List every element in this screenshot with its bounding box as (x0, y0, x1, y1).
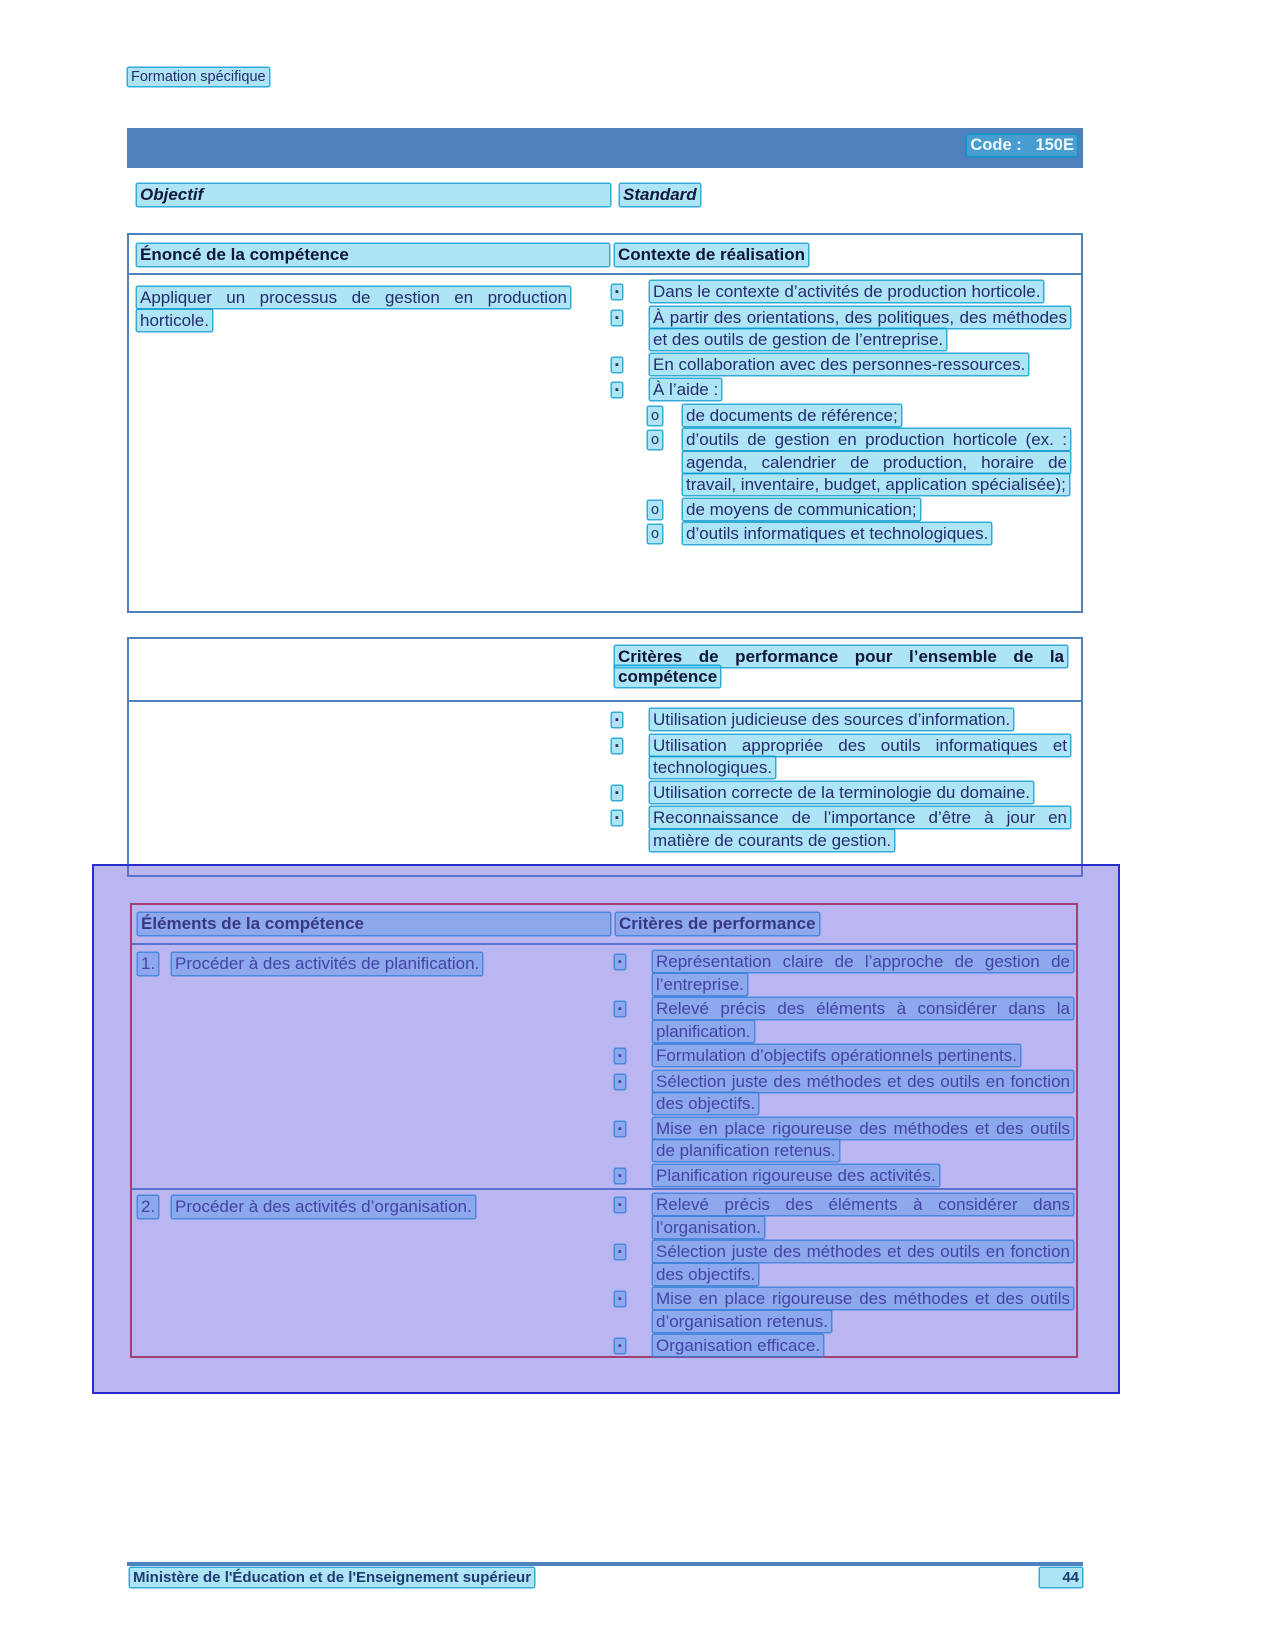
criteria-item-text: Mise en place rigoureuse des méthodes et des outils d’organisation retenus. (653, 1288, 1073, 1332)
criteres-ensemble-header: Critères de performance pour l’ensemble de la compétence (615, 646, 1067, 687)
bullet-cell (612, 807, 650, 852)
bullet-cell (612, 307, 650, 352)
criteria-item-text: Relevé précis des éléments à considérer dans l’organisation. (653, 1194, 1073, 1238)
criteria-item-text-block (653, 1045, 1073, 1069)
bullet-cell (615, 1165, 653, 1189)
elements-competence-header: Éléments de la compétence (138, 913, 610, 935)
criteria-item-text-block (653, 1071, 1073, 1116)
bullet-icon: ▪ (612, 285, 622, 299)
context-item-text-block (683, 499, 1070, 522)
criteria-item-text: Représentation claire de l’approche de gestion de l’entreprise. (653, 951, 1073, 995)
bullet-cell (615, 1288, 653, 1333)
bullet-cell (648, 523, 683, 546)
performance-item-text: Utilisation correcte de la terminologie du domaine. (650, 782, 1033, 803)
context-item-text: d’outils de gestion en production horticole (ex. : agenda, calendrier de production, horaire de travail, inventaire, budget, application spécialisée); (683, 429, 1070, 495)
criteria-list-item (615, 1241, 1073, 1286)
performance-list-item (612, 807, 1070, 852)
criteria-list-item (615, 1194, 1073, 1239)
context-list-item (612, 354, 1070, 378)
bullet-icon: ▪ (612, 311, 622, 325)
bullet-icon: ▪ (615, 1049, 625, 1063)
context-item-text: de moyens de communication; (683, 499, 920, 520)
performance-list-item (612, 782, 1070, 806)
performance-item-text-block (650, 735, 1070, 780)
criteria-list-item (615, 1071, 1073, 1116)
context-item-text-block (650, 307, 1070, 352)
bullet-cell (612, 709, 650, 733)
performance-item-text-block (650, 807, 1070, 852)
footer-rule (127, 1562, 1083, 1566)
context-item-text: À l’aide : (650, 379, 721, 400)
footer-ministry-label: Ministère de l'Éducation et de l'Enseignement supérieur (130, 1568, 534, 1587)
performance-item-text: Utilisation judicieuse des sources d’information. (650, 709, 1013, 730)
bullet-cell (612, 782, 650, 806)
criteria-item-text-block (653, 1335, 1073, 1359)
criteria-item-text-block (653, 951, 1073, 996)
enonce-competence-header: Énoncé de la compétence (137, 244, 609, 266)
competence-table-header-row (129, 235, 1081, 275)
bullet-icon: ▪ (615, 1075, 625, 1089)
bullet-cell (612, 379, 650, 403)
criteria-item-text-block (653, 1118, 1073, 1163)
bullet-icon: o (648, 525, 662, 543)
bullet-cell (648, 499, 683, 522)
element-2-label: Procéder à des activités d’organisation. (172, 1196, 475, 1218)
context-item-text-block (683, 405, 1070, 428)
criteria-item-text-block (653, 1165, 1073, 1189)
criteria-list-item (615, 1045, 1073, 1069)
performance-item-text-block (650, 709, 1070, 733)
elements-table (130, 903, 1078, 1358)
element-1-label: Procéder à des activités de planification. (172, 953, 482, 975)
bullet-cell (615, 1071, 653, 1116)
bullet-icon: ▪ (612, 786, 622, 800)
context-item-text-block (650, 379, 1070, 403)
criteria-list-item (615, 998, 1073, 1043)
context-list-item (612, 307, 1070, 352)
bullet-icon: ▪ (612, 811, 622, 825)
context-item-text: de documents de référence; (683, 405, 901, 426)
criteria-item-text-block (653, 1194, 1073, 1239)
bullet-icon: o (648, 501, 662, 519)
performance-header-block (615, 647, 1067, 687)
context-list-item (612, 499, 1070, 522)
context-list-item (612, 379, 1070, 403)
table-row-divider (132, 1188, 1076, 1190)
criteria-list-item (615, 1288, 1073, 1333)
criteria-item-text: Sélection juste des méthodes et des outils en fonction des objectifs. (653, 1071, 1073, 1115)
bullet-cell (615, 1118, 653, 1163)
context-list-item (612, 429, 1070, 497)
bullet-cell (612, 354, 650, 378)
context-list (612, 281, 1070, 548)
competence-statement (137, 287, 570, 332)
footer-page-number: 44 (1040, 1568, 1082, 1587)
bullet-icon: ▪ (615, 1002, 625, 1016)
performance-item-text-block (650, 782, 1070, 806)
bullet-cell (615, 1194, 653, 1239)
section-label: Formation spécifique (128, 68, 269, 86)
criteria-item-text: Relevé précis des éléments à considérer dans la planification. (653, 998, 1073, 1042)
criteria-list-item (615, 1165, 1073, 1189)
bullet-icon: ▪ (615, 955, 625, 969)
criteria-item-text-block (653, 1241, 1073, 1286)
context-item-text: En collaboration avec des personnes-ressources. (650, 354, 1028, 375)
bullet-icon: ▪ (612, 739, 622, 753)
context-item-text: d’outils informatiques et technologiques. (683, 523, 991, 544)
performance-list (612, 709, 1070, 854)
code-header-bar (127, 128, 1083, 168)
bullet-cell (648, 429, 683, 497)
performance-list-item (612, 735, 1070, 780)
competence-statement-text: Appliquer un processus de gestion en production horticole. (137, 287, 570, 331)
performance-list-item (612, 709, 1070, 733)
element-1-number: 1. (138, 953, 158, 975)
context-item-text: Dans le contexte d’activités de production horticole. (650, 281, 1043, 302)
performance-item-text: Utilisation appropriée des outils informatiques et technologiques. (650, 735, 1070, 779)
contexte-realisation-header: Contexte de réalisation (615, 244, 808, 266)
bullet-icon: ▪ (615, 1339, 625, 1353)
context-item-text: À partir des orientations, des politiques, des méthodes et des outils de gestion de l’entreprise. (650, 307, 1070, 351)
performance-table (127, 637, 1083, 877)
context-list-item (612, 281, 1070, 305)
bullet-cell (612, 735, 650, 780)
context-item-text-block (650, 354, 1070, 378)
criteria-item-text-block (653, 1288, 1073, 1333)
criteria-item-text: Sélection juste des méthodes et des outils en fonction des objectifs. (653, 1241, 1073, 1285)
criteres-performance-header: Critères de performance (616, 913, 819, 935)
bullet-cell (615, 951, 653, 996)
bullet-cell (615, 1241, 653, 1286)
bullet-icon: o (648, 431, 662, 449)
bullet-icon: ▪ (615, 1122, 625, 1136)
code-label: Code : 150E (967, 135, 1077, 156)
bullet-icon: ▪ (615, 1245, 625, 1259)
bullet-cell (615, 1335, 653, 1359)
criteria-item-text: Formulation d’objectifs opérationnels pertinents. (653, 1045, 1020, 1066)
bullet-cell (615, 1045, 653, 1069)
criteria-item-text: Organisation efficace. (653, 1335, 823, 1356)
context-item-text-block (683, 429, 1070, 497)
element-2-number: 2. (138, 1196, 158, 1218)
criteria-item-text: Mise en place rigoureuse des méthodes et des outils de planification retenus. (653, 1118, 1073, 1162)
context-item-text-block (683, 523, 1070, 546)
context-list-item (612, 523, 1070, 546)
bullet-cell (648, 405, 683, 428)
bullet-icon: ▪ (615, 1292, 625, 1306)
standard-label: Standard (620, 184, 700, 206)
objectif-label: Objectif (137, 184, 610, 206)
criteria-item-text: Planification rigoureuse des activités. (653, 1165, 939, 1186)
bullet-cell (615, 998, 653, 1043)
bullet-icon: o (648, 407, 662, 425)
performance-table-header-row (129, 639, 1081, 702)
bullet-icon: ▪ (612, 713, 622, 727)
bullet-icon: ▪ (615, 1169, 625, 1183)
bullet-icon: ▪ (612, 383, 622, 397)
criteria-item-text-block (653, 998, 1073, 1043)
competence-table (127, 233, 1083, 613)
context-list-item (612, 405, 1070, 428)
criteria-list-item (615, 951, 1073, 996)
bullet-icon: ▪ (615, 1198, 625, 1212)
context-item-text-block (650, 281, 1070, 305)
performance-item-text: Reconnaissance de l’importance d’être à jour en matière de courants de gestion. (650, 807, 1070, 851)
criteria-list-item (615, 1118, 1073, 1163)
elements-table-header-row (132, 905, 1076, 945)
bullet-icon: ▪ (612, 358, 622, 372)
element-2-criteria-list (615, 1194, 1073, 1361)
element-1-criteria-list (615, 951, 1073, 1190)
bullet-cell (612, 281, 650, 305)
criteria-list-item (615, 1335, 1073, 1359)
